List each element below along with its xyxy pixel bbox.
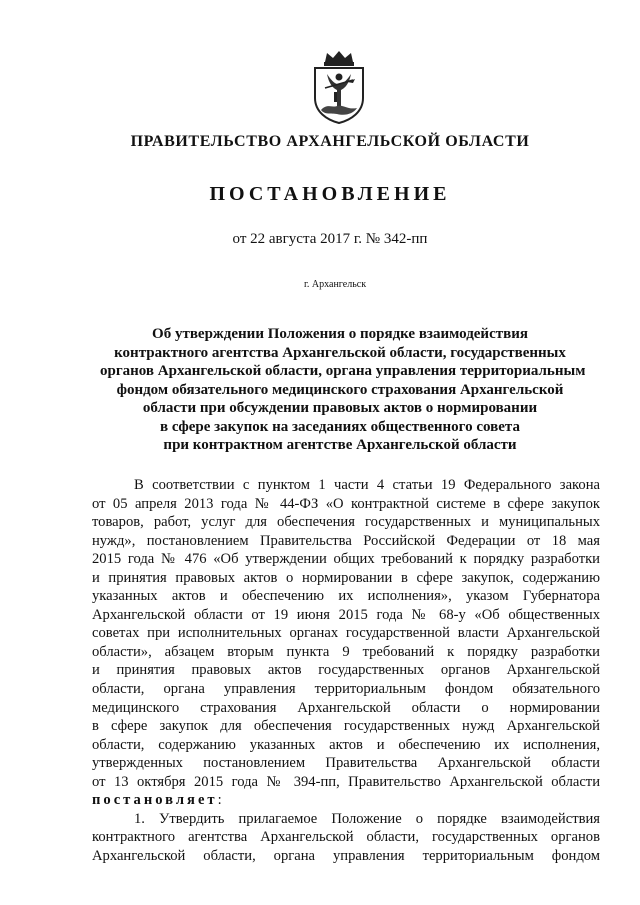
body-line: 2015 года № 476 «Об утверждении общих требований к порядку разработки (92, 551, 600, 568)
subject-line: контрактного агентства Архангельской области, государственных (114, 344, 566, 361)
document-type: ПОСТАНОВЛЕНИЕ (209, 183, 451, 205)
government-title: ПРАВИТЕЛЬСТВО АРХАНГЕЛЬСКОЙ ОБЛАСТИ (130, 133, 530, 150)
body-line: медицинского страхования Архангельской области о нормировании (92, 699, 600, 716)
body-line: от 13 октября 2015 года № 394-пп, Правительство Архангельской области (92, 773, 600, 790)
resolves-word: постановляет (92, 792, 218, 809)
body-line: области», абзацем вторым пункта 9 требований к порядку разработки (92, 643, 600, 660)
item-line: Архангельской области, органа управления территориальным фондом (92, 847, 600, 864)
document-subject (100, 325, 586, 455)
document-city: г. Архангельск (303, 279, 367, 290)
item-line: 1. Утвердить прилагаемое Положение о порядке взаимодействия (134, 810, 600, 827)
body-line: и принятия правовых актов государственных органов Архангельской (92, 662, 600, 679)
body-line: советах при исполнительных органах государственной власти Архангельской (92, 625, 600, 642)
body-line: от 05 апреля 2013 года № 44-ФЗ «О контрактной системе в сфере закупок (92, 495, 600, 512)
item-line: контрактного агентства Архангельской области, государственных органов (92, 829, 600, 846)
resolves-colon: : (217, 792, 222, 809)
resolves-line (92, 791, 600, 810)
body-line: утвержденных постановлением Правительства Архангельской области (92, 755, 600, 772)
subject-line: области при обсуждении правовых актов о нормировании (142, 400, 538, 416)
body-line: и принятия правовых актов о нормировании в сфере закупок, содержанию (92, 569, 600, 586)
document-date: от 22 августа 2017 г. № 342-пп (232, 231, 428, 247)
body-line: области, содержанию указанных актов и обеспечению их исполнения, (92, 736, 600, 753)
body-line: указанных актов и обеспечению их исполнения», указом Губернатора (92, 588, 600, 605)
document-body (92, 476, 600, 865)
subject-line: в сфере закупок на заседаниях общественного совета (160, 418, 520, 435)
subject-line: органов Архангельской области, органа управления территориальным (100, 363, 586, 379)
subject-line: Об утверждении Положения о порядке взаимодействия (152, 326, 528, 342)
body-line: товаров, работ, услуг для обеспечения государственных и муниципальных (92, 514, 600, 531)
body-line: Архангельской области от 19 июня 2015 года № 68-у «Об общественных (92, 606, 600, 623)
subject-line: фондом обязательного медицинского страхования Архангельской (116, 381, 564, 398)
coat-of-arms-icon (307, 48, 371, 124)
subject-line: при контрактном агентстве Архангельской области (163, 437, 517, 453)
body-line: области, органа управления территориальным фондом обязательного (92, 681, 600, 698)
body-line: в сфере закупок для обеспечения государственных нужд Архангельской (92, 718, 600, 735)
coat-of-arms-emblem (307, 48, 371, 124)
body-line: В соответствии с пунктом 1 части 4 статьи 19 Федерального закона (134, 477, 600, 493)
body-line: нужд», постановлением Правительства Российской Федерации от 18 мая (92, 532, 600, 549)
